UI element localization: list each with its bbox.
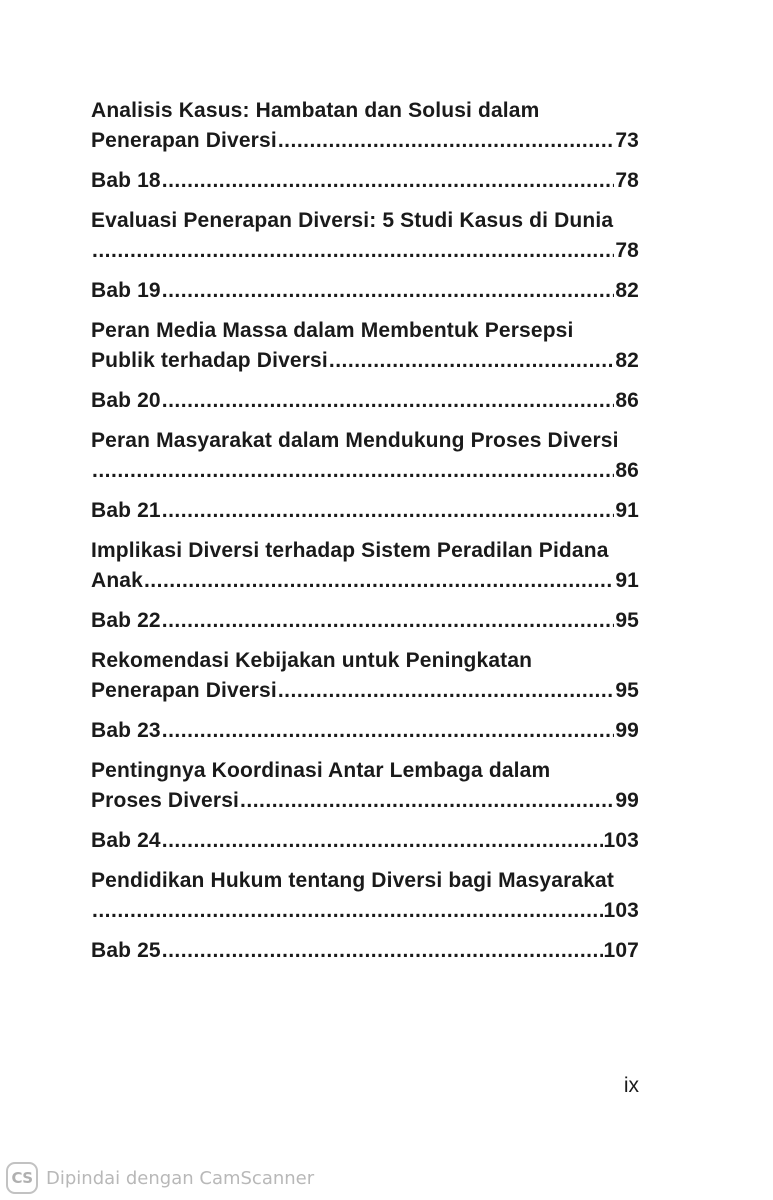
toc-entry-title: Anak <box>91 569 143 592</box>
toc-leader-line <box>91 386 639 416</box>
dot-leader <box>162 276 615 306</box>
toc-chapter-entry <box>91 276 639 306</box>
toc-leader-line <box>91 716 639 746</box>
toc-page-number: 82 <box>615 349 639 372</box>
dot-leader <box>278 676 615 706</box>
toc-page-number: 99 <box>615 719 639 742</box>
toc-leader-line <box>91 456 639 486</box>
toc-page-number: 103 <box>603 829 639 852</box>
toc-section-entry <box>91 536 639 596</box>
toc-entry-title: Penerapan Diversi <box>91 129 277 152</box>
toc-section-entry <box>91 426 639 486</box>
toc-chapter-entry <box>91 936 639 966</box>
toc-section-entry <box>91 96 639 156</box>
toc-section-entry <box>91 756 639 816</box>
dot-leader <box>162 386 615 416</box>
toc-title-line: Implikasi Diversi terhadap Sistem Peradilan Pidana <box>91 539 609 562</box>
toc-leader-line <box>91 676 639 706</box>
dot-leader <box>240 786 614 816</box>
toc-entry-title: Proses Diversi <box>91 789 240 812</box>
watermark-text: Dipindai dengan CamScanner <box>46 1167 315 1189</box>
toc-chapter-entry <box>91 826 639 856</box>
toc-leader-line <box>91 566 639 596</box>
toc-section-entry <box>91 316 639 376</box>
toc-entry-title: Bab 22 <box>91 609 161 632</box>
toc-chapter-entry <box>91 606 639 636</box>
dot-leader <box>162 716 615 746</box>
dot-leader <box>92 236 614 266</box>
toc-section-entry <box>91 866 639 926</box>
camscanner-watermark <box>6 1162 314 1194</box>
toc-title-line: Pendidikan Hukum tentang Diversi bagi Masyarakat <box>91 869 615 892</box>
toc-entry-title: Bab 19 <box>91 279 161 302</box>
toc-leader-line <box>91 276 639 306</box>
toc-leader-line <box>91 896 639 926</box>
toc-leader-line <box>91 236 639 266</box>
toc-page-number: 95 <box>615 609 639 632</box>
dot-leader <box>92 456 614 486</box>
toc-entry-title: Bab 25 <box>91 939 161 962</box>
toc-page-number: 99 <box>615 789 639 812</box>
dot-leader <box>162 166 615 196</box>
camscanner-logo-icon: CS <box>6 1162 38 1194</box>
toc-leader-line <box>91 606 639 636</box>
toc-page-number: 82 <box>615 279 639 302</box>
toc-page-number: 78 <box>615 169 639 192</box>
toc-leader-line <box>91 126 639 156</box>
page-number: ix <box>623 1074 639 1097</box>
toc-chapter-entry <box>91 386 639 416</box>
dot-leader <box>329 346 614 376</box>
toc-title-line: Analisis Kasus: Hambatan dan Solusi dalam <box>91 99 540 122</box>
toc-leader-line <box>91 786 639 816</box>
toc-chapter-entry <box>91 496 639 526</box>
dot-leader <box>144 566 614 596</box>
toc-section-entry <box>91 206 639 266</box>
toc-leader-line <box>91 346 639 376</box>
toc-leader-line <box>91 936 639 966</box>
toc-page-number: 86 <box>615 389 639 412</box>
toc-title-line: Peran Media Massa dalam Membentuk Persepsi <box>91 319 574 342</box>
toc-page-number: 73 <box>615 129 639 152</box>
toc-entry-title: Bab 23 <box>91 719 161 742</box>
toc-page-number: 78 <box>615 239 639 262</box>
toc-entry-title: Bab 18 <box>91 169 161 192</box>
dot-leader <box>162 936 603 966</box>
toc-leader-line <box>91 496 639 526</box>
toc-entry-title: Bab 20 <box>91 389 161 412</box>
table-of-contents <box>91 96 639 976</box>
toc-leader-line <box>91 166 639 196</box>
dot-leader <box>162 606 615 636</box>
toc-title-line: Evaluasi Penerapan Diversi: 5 Studi Kasus di Dunia <box>91 209 614 232</box>
toc-title-line: Pentingnya Koordinasi Antar Lembaga dalam <box>91 759 551 782</box>
toc-chapter-entry <box>91 716 639 746</box>
toc-page-number: 103 <box>603 899 639 922</box>
toc-entry-title: Publik terhadap Diversi <box>91 349 328 372</box>
toc-page-number: 95 <box>615 679 639 702</box>
dot-leader <box>92 896 603 926</box>
toc-entry-title: Bab 24 <box>91 829 161 852</box>
toc-page-number: 91 <box>615 569 639 592</box>
toc-title-line: Peran Masyarakat dalam Mendukung Proses Diversi <box>91 429 619 452</box>
toc-leader-line <box>91 826 639 856</box>
toc-entry-title: Bab 21 <box>91 499 161 522</box>
toc-page-number: 91 <box>615 499 639 522</box>
dot-leader <box>278 126 615 156</box>
toc-chapter-entry <box>91 166 639 196</box>
toc-page-number: 107 <box>603 939 639 962</box>
dot-leader <box>162 826 603 856</box>
toc-section-entry <box>91 646 639 706</box>
toc-title-line: Rekomendasi Kebijakan untuk Peningkatan <box>91 649 533 672</box>
toc-page-number: 86 <box>615 459 639 482</box>
toc-entry-title: Penerapan Diversi <box>91 679 277 702</box>
dot-leader <box>162 496 615 526</box>
